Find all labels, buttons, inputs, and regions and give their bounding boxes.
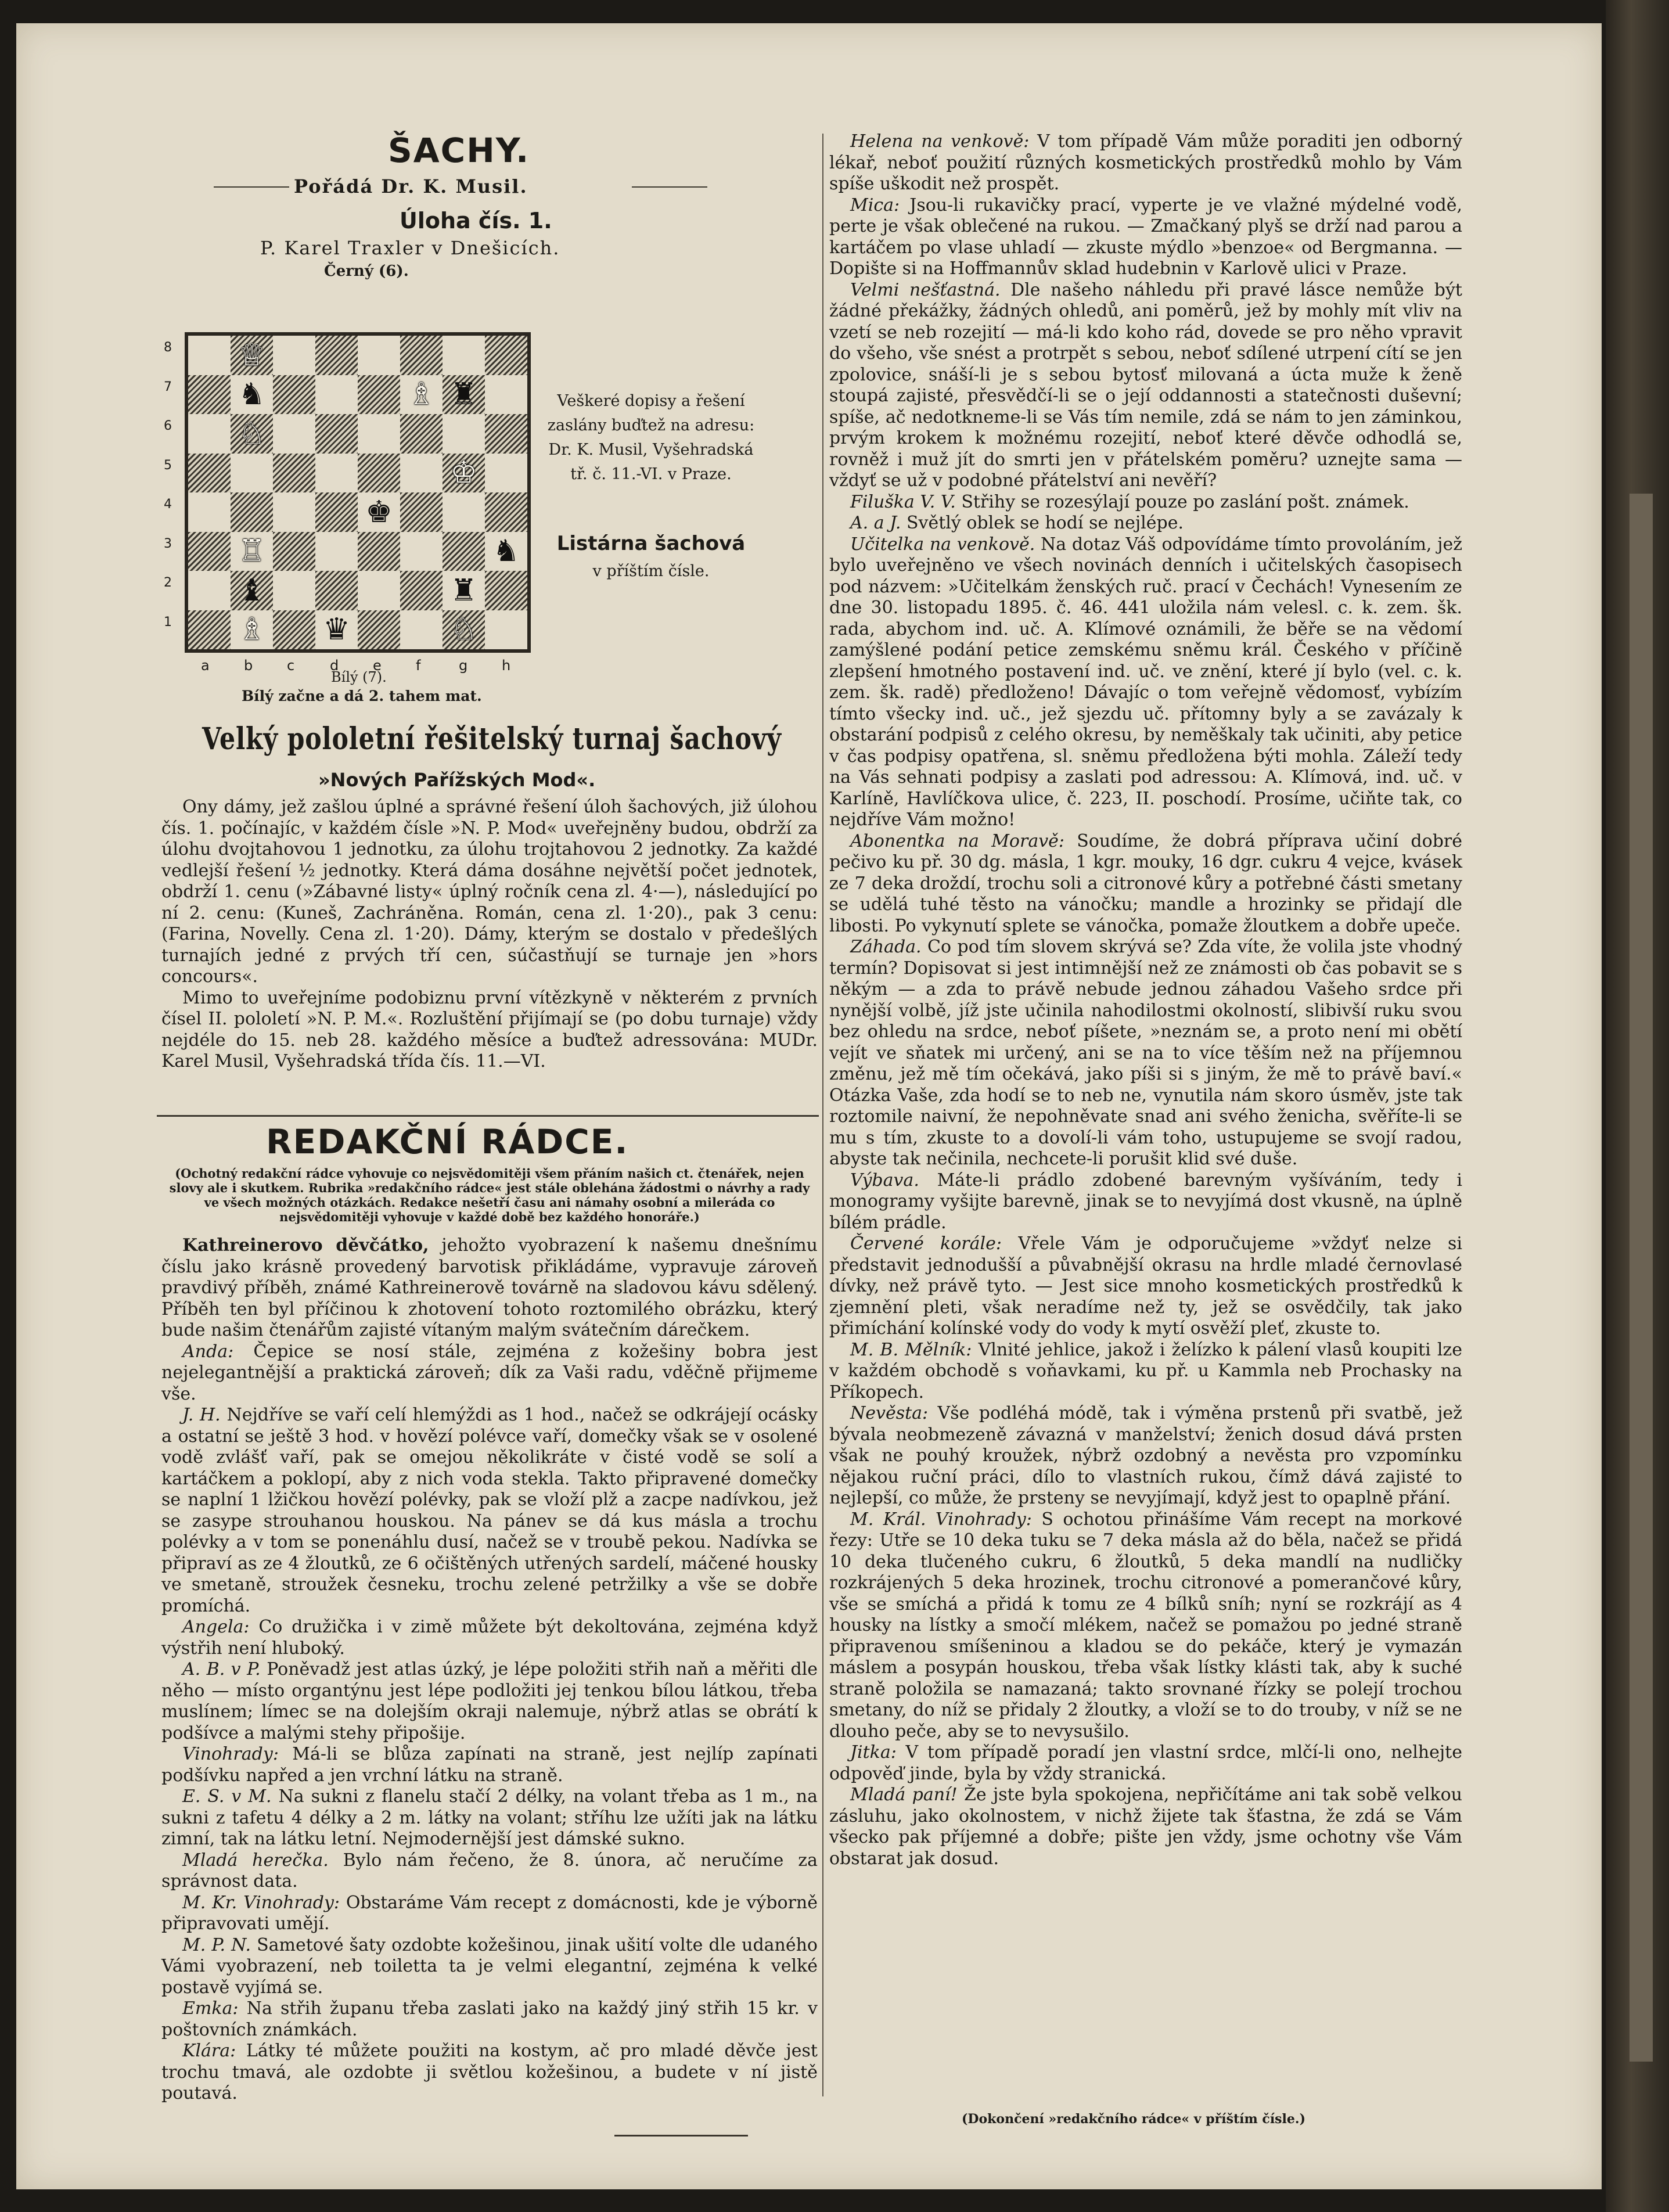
advice-entry-name: Filuška V. V. <box>850 491 956 512</box>
advice-entry-name: J. H. <box>182 1405 221 1425</box>
board-square <box>485 571 527 610</box>
file-label: b <box>244 657 253 674</box>
advice-right-column <box>829 131 1462 1869</box>
rank-label: 4 <box>164 497 172 512</box>
rank-label: 3 <box>164 536 172 551</box>
board-square <box>273 375 315 415</box>
board-square <box>273 336 315 375</box>
file-label: d <box>330 657 339 674</box>
advice-entry-text: Střihy se rozesýlají pouze po zaslání pošt. známek. <box>961 491 1409 512</box>
advice-entry-name: Mladá herečka. <box>182 1850 329 1871</box>
advice-entry-text: Na střih županu třeba zaslati jako na každý jiný střih 15 kr. v poštovních známkách. <box>161 1998 818 2040</box>
chess-piece-icon: ♝ <box>238 573 265 608</box>
chess-piece-icon: ♛ <box>323 612 350 648</box>
title-rule-right <box>632 186 707 188</box>
rank-label: 2 <box>164 576 172 590</box>
listarna-title: Listárna šachová <box>556 532 746 555</box>
advice-entry <box>161 1744 818 1786</box>
advice-entry-text: Má-li se blůza zapínati na straně, jest nejlíp zapínati podšívku napřed a jen vrchní látku na straně. <box>161 1744 818 1786</box>
board-square <box>315 414 358 454</box>
advice-entry <box>161 1786 818 1850</box>
board-square <box>231 610 273 650</box>
advice-entry-text: Na sukni z flanelu stačí 2 délky, na volant třeba as 1 m., na sukni z tafetu 4 délky a 2 m. látky na volant; stříhu lze užíti jak na látku zimní, tak na látku letní. Nejmodernější jest dámské sukno. <box>161 1786 818 1849</box>
board-square <box>315 375 358 415</box>
board-square <box>273 454 315 493</box>
rank-label: 6 <box>164 419 172 433</box>
chess-piece-icon: ♚ <box>365 494 393 530</box>
board-square <box>443 414 485 454</box>
board-square <box>400 610 443 650</box>
advice-entry-name: A. B. v P. <box>182 1659 261 1679</box>
board-square <box>400 492 443 532</box>
board-square <box>400 336 443 375</box>
chess-piece-icon: ♘ <box>238 416 265 451</box>
advice-entry-name: M. Kr. Vinohrady: <box>182 1892 340 1913</box>
advice-entry <box>829 937 1462 1170</box>
board-square <box>400 571 443 610</box>
chess-piece-icon: ♔ <box>450 455 477 491</box>
advice-entry <box>161 1893 818 1935</box>
advice-entry-name: Kathreinerovo děvčátko, <box>182 1235 429 1256</box>
rank-label: 8 <box>164 340 172 355</box>
chess-piece-icon: ♗ <box>238 612 265 648</box>
advice-entry <box>829 1403 1462 1509</box>
board-square <box>273 610 315 650</box>
tournament-body <box>161 797 818 1073</box>
board-square <box>443 492 485 532</box>
advice-entry <box>829 534 1462 831</box>
board-square <box>400 375 443 415</box>
advice-entry-text: V tom případě Vám může poraditi jen odborný lékař, neboť použití různých kosmetických prostředků mohlo by Vám spíše uškodit než prospět. <box>829 131 1462 194</box>
chess-title: ŠACHY. <box>388 131 530 170</box>
advice-entry-name: Helena na venkově: <box>850 131 1030 152</box>
rank-label: 1 <box>164 614 172 630</box>
board-square <box>315 610 358 650</box>
advice-entry-text: V tom případě poradí jen vlastní srdce, mlčí-li ono, nelhejte odpověď jinde, byla by vždy stranická. <box>829 1742 1462 1784</box>
advice-entry-name: Červené korále: <box>850 1233 1002 1254</box>
binding-strip <box>1630 494 1653 2062</box>
board-square <box>231 336 273 375</box>
chess-address: Veškeré dopisy a řešení zaslány buďtež na adresu: Dr. K. Musil, Vyšehradská tř. č. 11.-VI. v Praze. <box>547 392 755 483</box>
board-square <box>188 571 231 610</box>
board-square <box>443 571 485 610</box>
advice-entry-text: Sametové šaty ozdobte kožešinou, jinak ušití volte dle udaného Vámi vyobrazení, neb toiletta ta je velmi elegantní, zejména k velké postavě vyjímá se. <box>161 1934 818 1998</box>
advice-entry <box>161 1341 818 1405</box>
magazine-page <box>16 23 1602 2189</box>
advice-entry-name: Klára: <box>182 2041 236 2061</box>
board-square <box>231 492 273 532</box>
advice-entry-text: Vlnité jehlice, jakož i želízko k pálení vlasů koupiti lze v každém obchodě s voňavkami, ku př. u Kammla neb Prochasky na Příkopech. <box>829 1339 1462 1402</box>
board-square <box>358 610 400 650</box>
chess-piece-icon: ♕ <box>238 337 265 373</box>
advice-entry-name: Abonentka na Moravě: <box>850 830 1065 851</box>
advice-continuation: (Dokončení »redakčního rádce« v příštím čísle.) <box>962 2112 1305 2127</box>
advice-entry-text: Obstaráme Vám recept z domácnosti, kde je výborně připravovati umějí. <box>161 1892 818 1934</box>
advice-entry-name: E. S. v M. <box>182 1786 272 1807</box>
advice-entry-text: Vřele Vám je odporučujeme »vždyť nelze si představit jednodušší a půvabnější okrasu na hrdle mladé černovlasé dívky, než právě tyto. — Jest sice mnoho kosmetických prostředků k zjemnění pleti, však neradíme než ty, jež se osvědčily, tak jako přimíchání kolínské vody do vody k mytí osvěží pleť, zkuste to. <box>829 1233 1462 1339</box>
advice-intro: (Ochotný redakční rádce vyhovuje co nejsvědomitěji všem přáním našich ct. čtenářek, nejen slovy ale i skutkem. Rubrika »redakčního rádce« jest stále oblehána žádostmi o návrhy a rady ve všech možných otázkách. Redakce nešetří času ani námahy osobní a mileráda co nejsvědomitěji vyhovuje v každé době bez každého honoráře.) <box>169 1166 810 1224</box>
advice-entry-name: Nevěsta: <box>850 1403 929 1423</box>
advice-entry <box>161 1235 818 1341</box>
board-square <box>485 454 527 493</box>
advice-entry <box>829 1340 1462 1404</box>
chess-piece-icon: ♗ <box>408 377 435 412</box>
rank-label: 5 <box>164 458 172 473</box>
board-square <box>188 610 231 650</box>
white-label: Bílý (7). <box>331 669 387 685</box>
advice-entry-text: Že jste byla spokojena, nepřičítáme ani tak sobě velkou zásluhu, jako okolnostem, v nichž žijete tak šťastna, že zdá se Vám všecko pak příjemné a dobře; pište jen vždy, jsme ochotny vše Vám obstarat jak dosud. <box>829 1785 1462 1869</box>
advice-entry-text: Jsou-li rukavičky prací, vyperte je ve vlažné mýdelné vodě, perte je však oblečené na rukou. — Zmačkaný plyš se drží nad parou a kartáčem po vlase uhladí — zkuste mýdlo »benzoe« od Bergmanna. — Dopište si na Hoffmannův sklad hudebnin v Karlově ulici v Praze. <box>829 195 1462 279</box>
advice-entry-text: Na dotaz Váš odpovídáme tímto provoláním, jež bylo uveřejněno ve všech novinách denních i učitelských časopisech pod názvem: »Učitelkám ženských ruč. prací v Čechách! Vynesením ze dne 30. listopadu 1895. č. 46. 441 uložila nám velesl. c. k. zem. šk. rada, abychom ind. uč. A. Klímové oznámili, že běře se na vědomí zamýšlené podání petice zemskému sněmu král. Českého v příčině zlepšení hmotného postavení ind. uč. ve znění, které jí bylo (vel. c. k. zem. šk. radě) předloženo! Dávajíc o tom veřejně vědomosť, vybízím tímto všecky ind. uč., jež sjezdu uč. přítomny byly a se zavázaly k obstarání podpisů z celého okresu, by neměškaly tak učiniti, aby petice v čas podpisy opatřena, sl. sněmu předložena býti mohla. Záleží tedy na Vás sehnati podpisy a zaslati pod adressou: A. Klímová, ind. uč. v Karlíně, Havlíčkova ulice, č. 223, II. poschodí. Prosíme, učiňte tak, co nejdříve Vám možno! <box>829 534 1463 830</box>
advice-entry <box>829 1509 1462 1743</box>
board-square <box>358 492 400 532</box>
advice-entry-name: Mladá paní! <box>850 1785 958 1805</box>
problem-title: Úloha čís. 1. <box>400 208 552 233</box>
board-square <box>485 610 527 650</box>
advice-entry-text: Vše podléhá módě, tak i výměna prstenů při svatbě, jež bývala neobmezeně závazná v manželství; ženich dosud dává prsten však ne pouhý kroužek, nýbrž ozdobný a nevěsta pro vzpomínku nějakou ruční práci, dílo to vlastních rukou, čímž dává zajisté to nejlepší, co může, že prsteny se nevyjímají, když jest to opaplně přání. <box>829 1403 1462 1508</box>
advice-entry-name: M. B. Mělník: <box>850 1339 972 1360</box>
listarna-text: v příštím čísle. <box>592 562 710 580</box>
problem-author: P. Karel Traxler v Dnešicích. <box>260 237 560 259</box>
board-square <box>315 532 358 571</box>
advice-entry-text: jehožto vyobrazení k našemu dnešnímu číslu jako krásně provedený barvotisk přikládáme, vypravuje zároveň pravdivý příběh, známé Kathreinerově továrně na sladovou kávu sdělený. Příběh ten byl příčinou k zhotovení tohoto roztomilého obrázku, který bude našim čtenářům zajisté vítaným malým svátečním dárečkem. <box>161 1235 818 1340</box>
board-square <box>273 492 315 532</box>
board-square <box>231 414 273 454</box>
board-square <box>485 375 527 415</box>
advice-entry <box>829 280 1462 492</box>
board-square <box>485 532 527 571</box>
advice-entry <box>161 1850 818 1893</box>
board-square <box>400 532 443 571</box>
tournament-paragraph: Mimo to uveřejníme podobiznu první vítězkyně v některém z prvních čísel II. pololetí »N. P. M.«. Rozluštění přijímají se (po dobu turnaje) vždy nejdéle do 15. neb 28. každého měsíce a buďtež adressována: MUDr. Karel Musil, Vyšehradská třída čís. 11.—VI. <box>161 987 818 1071</box>
file-label: g <box>459 657 468 674</box>
advice-entry <box>829 513 1462 534</box>
chess-piece-icon: ♖ <box>238 534 265 569</box>
board-square <box>358 571 400 610</box>
board-square <box>358 414 400 454</box>
advice-entry <box>829 492 1462 513</box>
chess-piece-icon: ♜ <box>450 377 477 412</box>
advice-entry <box>161 2041 818 2105</box>
advice-entry-name: Vinohrady: <box>182 1744 279 1764</box>
advice-entry-name: Jitka: <box>850 1742 897 1763</box>
advice-entry-name: Velmi nešťastná. <box>850 279 1001 300</box>
black-label: Černý (6). <box>324 262 409 280</box>
advice-entry <box>829 195 1462 280</box>
advice-entry-name: Emka: <box>182 1998 239 2019</box>
advice-entry-text: Látky té můžete použiti na kostym, ač pro mladé děvče jest trochu tmavá, ale ozdobte ji světlou kožešinou, a budete v ní jistě poutavá. <box>161 2041 818 2103</box>
advice-entry-text: Soudíme, že dobrá příprava učiní dobré pečivo ku př. 30 dg. másla, 1 kgr. mouky, 16 dgr. cukru 4 vejce, kvásek ze 7 deka droždí, trochu soli a citronové kůry a potřebné části smetany se udělá tuhé těsto na vánočku; mandle a hrozinky se přidají dle libosti. Po vykynutí splete se vánočka, pomaže žloutkem a dobře upeče. <box>829 830 1462 936</box>
advice-entry <box>829 1233 1462 1340</box>
chess-piece-icon: ♜ <box>450 573 477 608</box>
board-square <box>273 532 315 571</box>
tournament-title: Velký pololetní řešitelský turnaj šachový <box>202 721 782 757</box>
advice-entry <box>829 831 1462 937</box>
board-square <box>231 454 273 493</box>
board-square <box>315 571 358 610</box>
advice-entry <box>829 131 1462 195</box>
advice-entry <box>161 1617 818 1659</box>
chess-piece-icon: ♘ <box>450 612 477 648</box>
advice-entry-name: Anda: <box>182 1341 234 1362</box>
board-square <box>485 336 527 375</box>
board-square <box>188 532 231 571</box>
board-square <box>315 336 358 375</box>
advice-entry <box>829 1742 1462 1785</box>
board-square <box>358 375 400 415</box>
advice-entry-name: M. Král. Vinohrady: <box>850 1509 1032 1530</box>
board-square <box>231 532 273 571</box>
advice-entry <box>829 1785 1462 1869</box>
board-square <box>231 571 273 610</box>
advice-entry-text: Dle našeho náhledu při pravé lásce nemůže být žádné překážky, žádných ohledů, ani poměrů, jež by mohly mít vliv na vzetí se neb rozejití — má-li kdo koho rád, dovede se pro něho vpravit do všeho, vše snést a protrpět s sebou, neboť sdílené utrpení cítí se jen zpolovice, snáší-li je s sebou bytosť milovaná a úcta muže k ženě stoupá zajisté, přesvědčí-li se o její oddannosti a statečnosti duševní; spíše, ač nedotkneme-li se Vás tím nemile, zdá se nám to jen záminkou, prvým krokem k možnému rozejití, neboť které děvče odhodlá se, rovněž i muž jít do smrti jen v přátelském poměru? uznejte sama — vždyť se už v podobné přátelství ani nevěří? <box>829 279 1462 491</box>
board-square <box>188 336 231 375</box>
file-label: a <box>201 657 210 674</box>
board-square <box>315 492 358 532</box>
board-square <box>231 375 273 415</box>
board-square <box>188 492 231 532</box>
advice-entry-name: Angela: <box>182 1617 250 1637</box>
end-ornament <box>614 2135 748 2137</box>
board-square <box>485 414 527 454</box>
board-square <box>315 454 358 493</box>
board-square <box>443 454 485 493</box>
board-square <box>443 375 485 415</box>
board-square <box>273 571 315 610</box>
advice-entry-text: Nejdříve se vaří celí hlemýždi as 1 hod., načež se odkrájejí ocásky a ostatní se ještě 3 hod. v hovězí polévce vaří, domečky však se v osolené vodě zvlášť vaří, pak se omejou několikráte v čisté vodě se solí a kartáčkem a poklopí, aby z nich voda stekla. Takto připravené domečky se naplní 1 lžičkou hovězí polévky, pak se vloží plž a zacpe nadívkou, jež se zasype strouhanou houskou. Na pánev se dá kus másla a trochu polévky a v tom se ponenáhlu dusí, načež se v troubě pekou. Nadívka se připraví as ze 4 žloutků, ze 6 očištěných utřených sardelí, máčené housky ve smetaně, stroužek česneku, trochu zelené petržilky a vše se dobře promíchá. <box>161 1405 818 1616</box>
chess-editor-line: Pořádá Dr. K. Musil. <box>294 175 528 197</box>
board-square <box>485 492 527 532</box>
board-square <box>400 414 443 454</box>
advice-entry-text: Čepice se nosí stále, zejména z kožešiny bobra jest nejelegantnější a praktická zároveň; dík za Vaši radu, vděčně přijmeme vše. <box>161 1341 818 1404</box>
advice-entry-text: Co družička i v zimě můžete být dekoltována, zejména když výstřih není hluboký. <box>161 1617 818 1659</box>
board-square <box>188 414 231 454</box>
advice-entry <box>161 1998 818 2041</box>
file-label: f <box>416 657 421 674</box>
advice-entry-name: M. P. N. <box>182 1934 251 1955</box>
advice-entry <box>161 1659 818 1744</box>
board-square <box>358 336 400 375</box>
advice-entry-name: Výbava. <box>850 1170 919 1190</box>
advice-entry-text: S ochotou přinášíme Vám recept na morkové řezy: Utře se 10 deka tuku se 7 deka másla až do běla, načež se přidá 10 deka tlučeného cukru, 6 žloutků, 5 deka mandlí na nudličky rozkrájených 5 deka hrozinek, trochu citronové a pomerančové kůry, vše se smíchá a přidá k tomu ze 4 bílků sníh; nyní se rozkrájí as 4 housky na lístky a smočí mlékem, načež se pomažou po jedné straně připravenou smíšeninou a kladou se do pekáče, který je vymazán máslem a posypán houskou, třeba však lístky klásti tak, aby k suché straně položila se namazaná; takto srovnané řízky se polejí trochou smetany, do níž se přidaly 2 žloutky, a vloží se to do trouby, v níž se ne dlouho peče, aby se to nevysušilo. <box>829 1509 1462 1742</box>
file-label: e <box>373 657 382 674</box>
board-square <box>443 532 485 571</box>
board-square <box>358 454 400 493</box>
advice-entry-name: Učitelka na venkově. <box>850 534 1035 555</box>
title-rule-left <box>214 186 289 188</box>
chess-task: Bílý začne a dá 2. tahem mat. <box>242 688 482 704</box>
advice-left-column <box>161 1235 818 2105</box>
advice-entry-text: Co pod tím slovem skrývá se? Zda víte, že volila jste vhodný termín? Dopisovat si jest intimnější než ze známosti ob čas pobavit se s někým — a zda to právě nebude jednou záhadou Vašeho srdce při nynější volbě, jíž jste učinila nahodilostmi okolností, slibivší ruku svou bez ohledu na srdce, neboť píšete, »neznám se, a proto není mi obětí vejít ve sňatek mi určený, ani se na to více těším než na příjemnou změnu, jež mě tím očekává, jako píši si s jiným, že mě to právě baví.« Otázka Vaše, zda hodí se to neb ne, vynutila nám skoro úsměv, jste tak roztomile naivní, že nepohněvate snad ani svého ženicha, svěříte-li se mu s tím, zkuste to a dovolí-li vám toho, ustupujeme se svojí radou, abyste tak nečinila, nechcete-li porušit klid své duše. <box>829 937 1462 1169</box>
advice-entry <box>161 1935 818 1999</box>
board-square <box>443 336 485 375</box>
advice-entry <box>161 1405 818 1617</box>
board-square <box>443 610 485 650</box>
tournament-paragraph: Ony dámy, jež zašlou úplné a správné řešení úloh šachových, již úlohou čís. 1. počínajíc, v každém čísle »N. P. Mod« uveřejněny budou, obdrží za úlohu dvojtahovou 1 jednotku, za úlohu trojtahovou 2 jednotky. Za každé vedlejší řešení ½ jednotky. Která dáma dosáhne největší počet jednotek, obdrží 1. cenu (»Zábavné listy« úplný ročník cena zl. 4·—), následující po ní 2. cenu: (Kuneš, Zachráněna. Román, cena zl. 1·20)., pak 3 cenu: (Farina, Novelly. Cena zl. 1·20). Dámy, kterým se dostalo v předešlých turnajích jedné z prvých tří cen, súčastňují se turnaje jen »hors concours«. <box>161 797 818 987</box>
chess-piece-icon: ♞ <box>492 534 520 569</box>
section-rule <box>157 1115 819 1117</box>
chess-board <box>185 332 531 653</box>
rank-label: 7 <box>164 379 172 394</box>
advice-entry-text: Světlý oblek se hodí se nejlépe. <box>906 513 1184 533</box>
board-square <box>358 532 400 571</box>
advice-entry-text: Poněvadž jest atlas úzký, je lépe položiti střih naň a měřiti dle něho — místo organtýnu jest lépe podložiti jej tenkou bílou látkou, třeba muslínem; límec se na dolejším okraji nalemuje, nýbrž atlas se obrátí k podšívce a malými stehy připošije. <box>161 1659 818 1743</box>
file-label: h <box>502 657 511 674</box>
board-square <box>400 454 443 493</box>
advice-entry-text: Bylo nám řečeno, že 8. února, ač neručíme za správnost data. <box>161 1850 818 1891</box>
board-square <box>273 414 315 454</box>
board-square <box>188 375 231 415</box>
file-label: c <box>287 657 295 674</box>
advice-entry-name: Mica: <box>850 195 900 215</box>
advice-entry-name: Záhada. <box>850 937 922 957</box>
advice-entry-name: A. a J. <box>850 513 901 533</box>
advice-entry-text: Máte-li prádlo zdobené barevným vyšíváním, tedy i monogramy vyšijte barevně, jinak se to nevyjímá dost vkusně, na úplně bílém prádle. <box>829 1170 1462 1233</box>
chess-piece-icon: ♞ <box>238 377 265 412</box>
advice-entry <box>829 1170 1462 1234</box>
column-divider <box>822 134 823 2096</box>
tournament-subtitle: »Nových Pařížských Mod«. <box>318 769 596 791</box>
board-square <box>188 454 231 493</box>
advice-title: REDAKČNÍ RÁDCE. <box>266 1122 629 1161</box>
